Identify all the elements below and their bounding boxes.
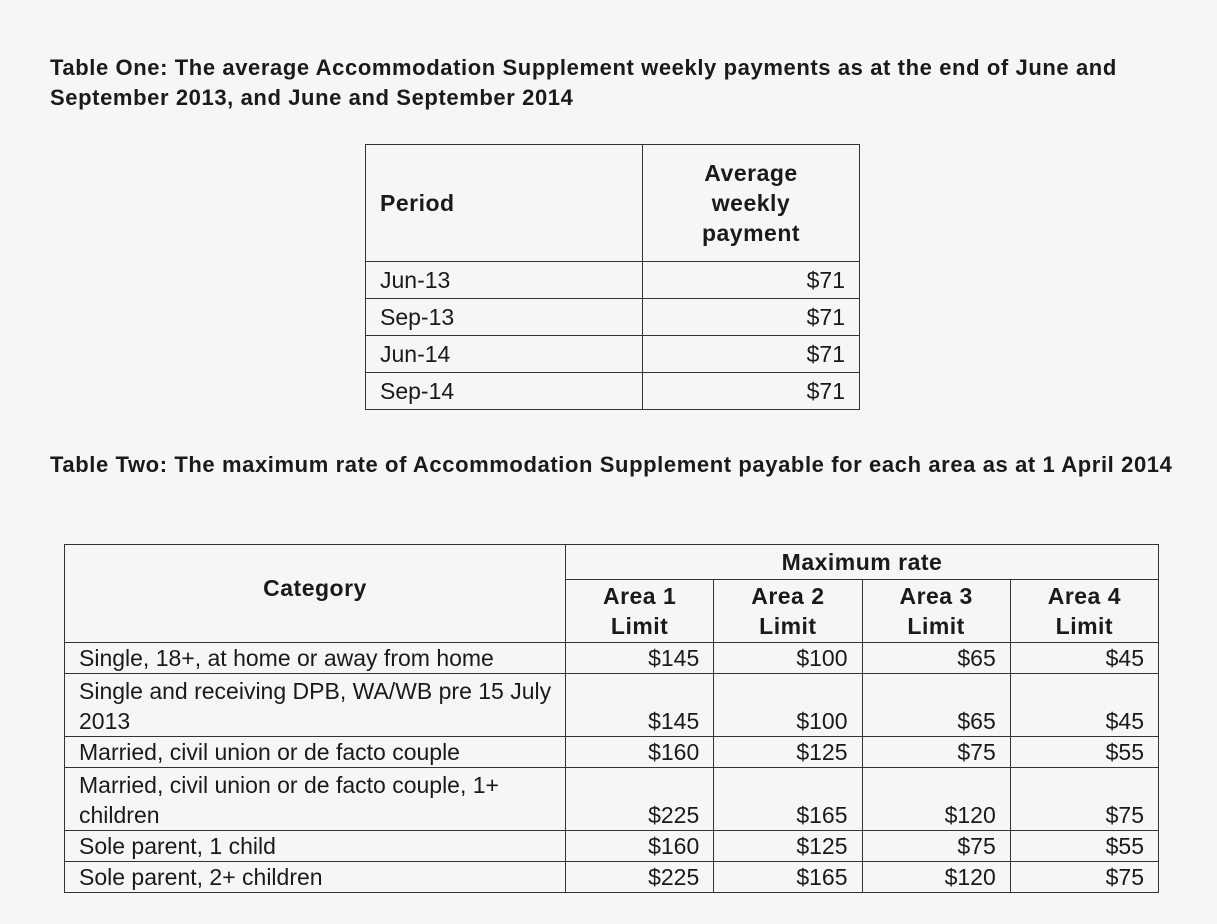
area-3-cell: $120: [862, 862, 1010, 893]
area-2-cell: $125: [714, 831, 862, 862]
category-cell: Sole parent, 1 child: [65, 831, 566, 862]
area-2-cell: $100: [714, 674, 862, 737]
column-header-maximum-rate: Maximum rate: [566, 545, 1159, 580]
column-header-area-1: Area 1 Limit: [566, 580, 714, 643]
column-header-area-2: Area 2 Limit: [714, 580, 862, 643]
area-4-cell: $55: [1010, 737, 1158, 768]
table-header-row: [65, 545, 1159, 580]
table-row: [65, 643, 1159, 674]
period-cell: Sep-13: [366, 299, 643, 336]
category-cell: Single, 18+, at home or away from home: [65, 643, 566, 674]
area-4-cell: $45: [1010, 643, 1158, 674]
area-4-cell: $45: [1010, 674, 1158, 737]
period-cell: Sep-14: [366, 373, 643, 410]
area-2-cell: $165: [714, 768, 862, 831]
column-header-period: Period: [366, 145, 643, 262]
payment-cell: $71: [643, 336, 860, 373]
area-3-cell: $75: [862, 831, 1010, 862]
area-3-cell: $75: [862, 737, 1010, 768]
area-3-cell: $65: [862, 643, 1010, 674]
area-1-cell: $225: [566, 768, 714, 831]
area-2-cell: $125: [714, 737, 862, 768]
category-cell: Married, civil union or de facto couple, 1+ children: [65, 768, 566, 831]
area-3-cell: $120: [862, 768, 1010, 831]
column-header-area-3: Area 3 Limit: [862, 580, 1010, 643]
area-1-cell: $160: [566, 737, 714, 768]
column-header-average-weekly-payment: Average weekly payment: [643, 145, 860, 262]
table-row: [65, 737, 1159, 768]
area-4-cell: $75: [1010, 768, 1158, 831]
table-row: [366, 262, 860, 299]
table-row: [366, 373, 860, 410]
table-header-row: [366, 145, 860, 262]
table-row: [65, 674, 1159, 737]
category-cell: Sole parent, 2+ children: [65, 862, 566, 893]
category-cell: Married, civil union or de facto couple: [65, 737, 566, 768]
area-1-cell: $160: [566, 831, 714, 862]
area-1-cell: $145: [566, 643, 714, 674]
area-1-cell: $145: [566, 674, 714, 737]
period-cell: Jun-14: [366, 336, 643, 373]
column-header-category: Category: [65, 545, 566, 643]
area-2-cell: $100: [714, 643, 862, 674]
period-cell: Jun-13: [366, 262, 643, 299]
table-two-caption: Table Two: The maximum rate of Accommodation Supplement payable for each area as at 1 April 2014: [50, 452, 1173, 477]
table-row: [366, 336, 860, 373]
table-row: [65, 768, 1159, 831]
table-one: [365, 144, 860, 410]
payment-cell: $71: [643, 373, 860, 410]
table-two: [64, 544, 1159, 893]
table-row: [65, 862, 1159, 893]
category-cell: Single and receiving DPB, WA/WB pre 15 July 2013: [65, 674, 566, 737]
payment-cell: $71: [643, 299, 860, 336]
table-row: [65, 831, 1159, 862]
column-header-area-4: Area 4 Limit: [1010, 580, 1158, 643]
payment-cell: $71: [643, 262, 860, 299]
area-3-cell: $65: [862, 674, 1010, 737]
area-4-cell: $55: [1010, 831, 1158, 862]
area-1-cell: $225: [566, 862, 714, 893]
table-row: [366, 299, 860, 336]
area-2-cell: $165: [714, 862, 862, 893]
table-one-caption: Table One: The average Accommodation Supplement weekly payments as at the end of June and September 2013, and June and September 2014: [50, 55, 1117, 110]
area-4-cell: $75: [1010, 862, 1158, 893]
